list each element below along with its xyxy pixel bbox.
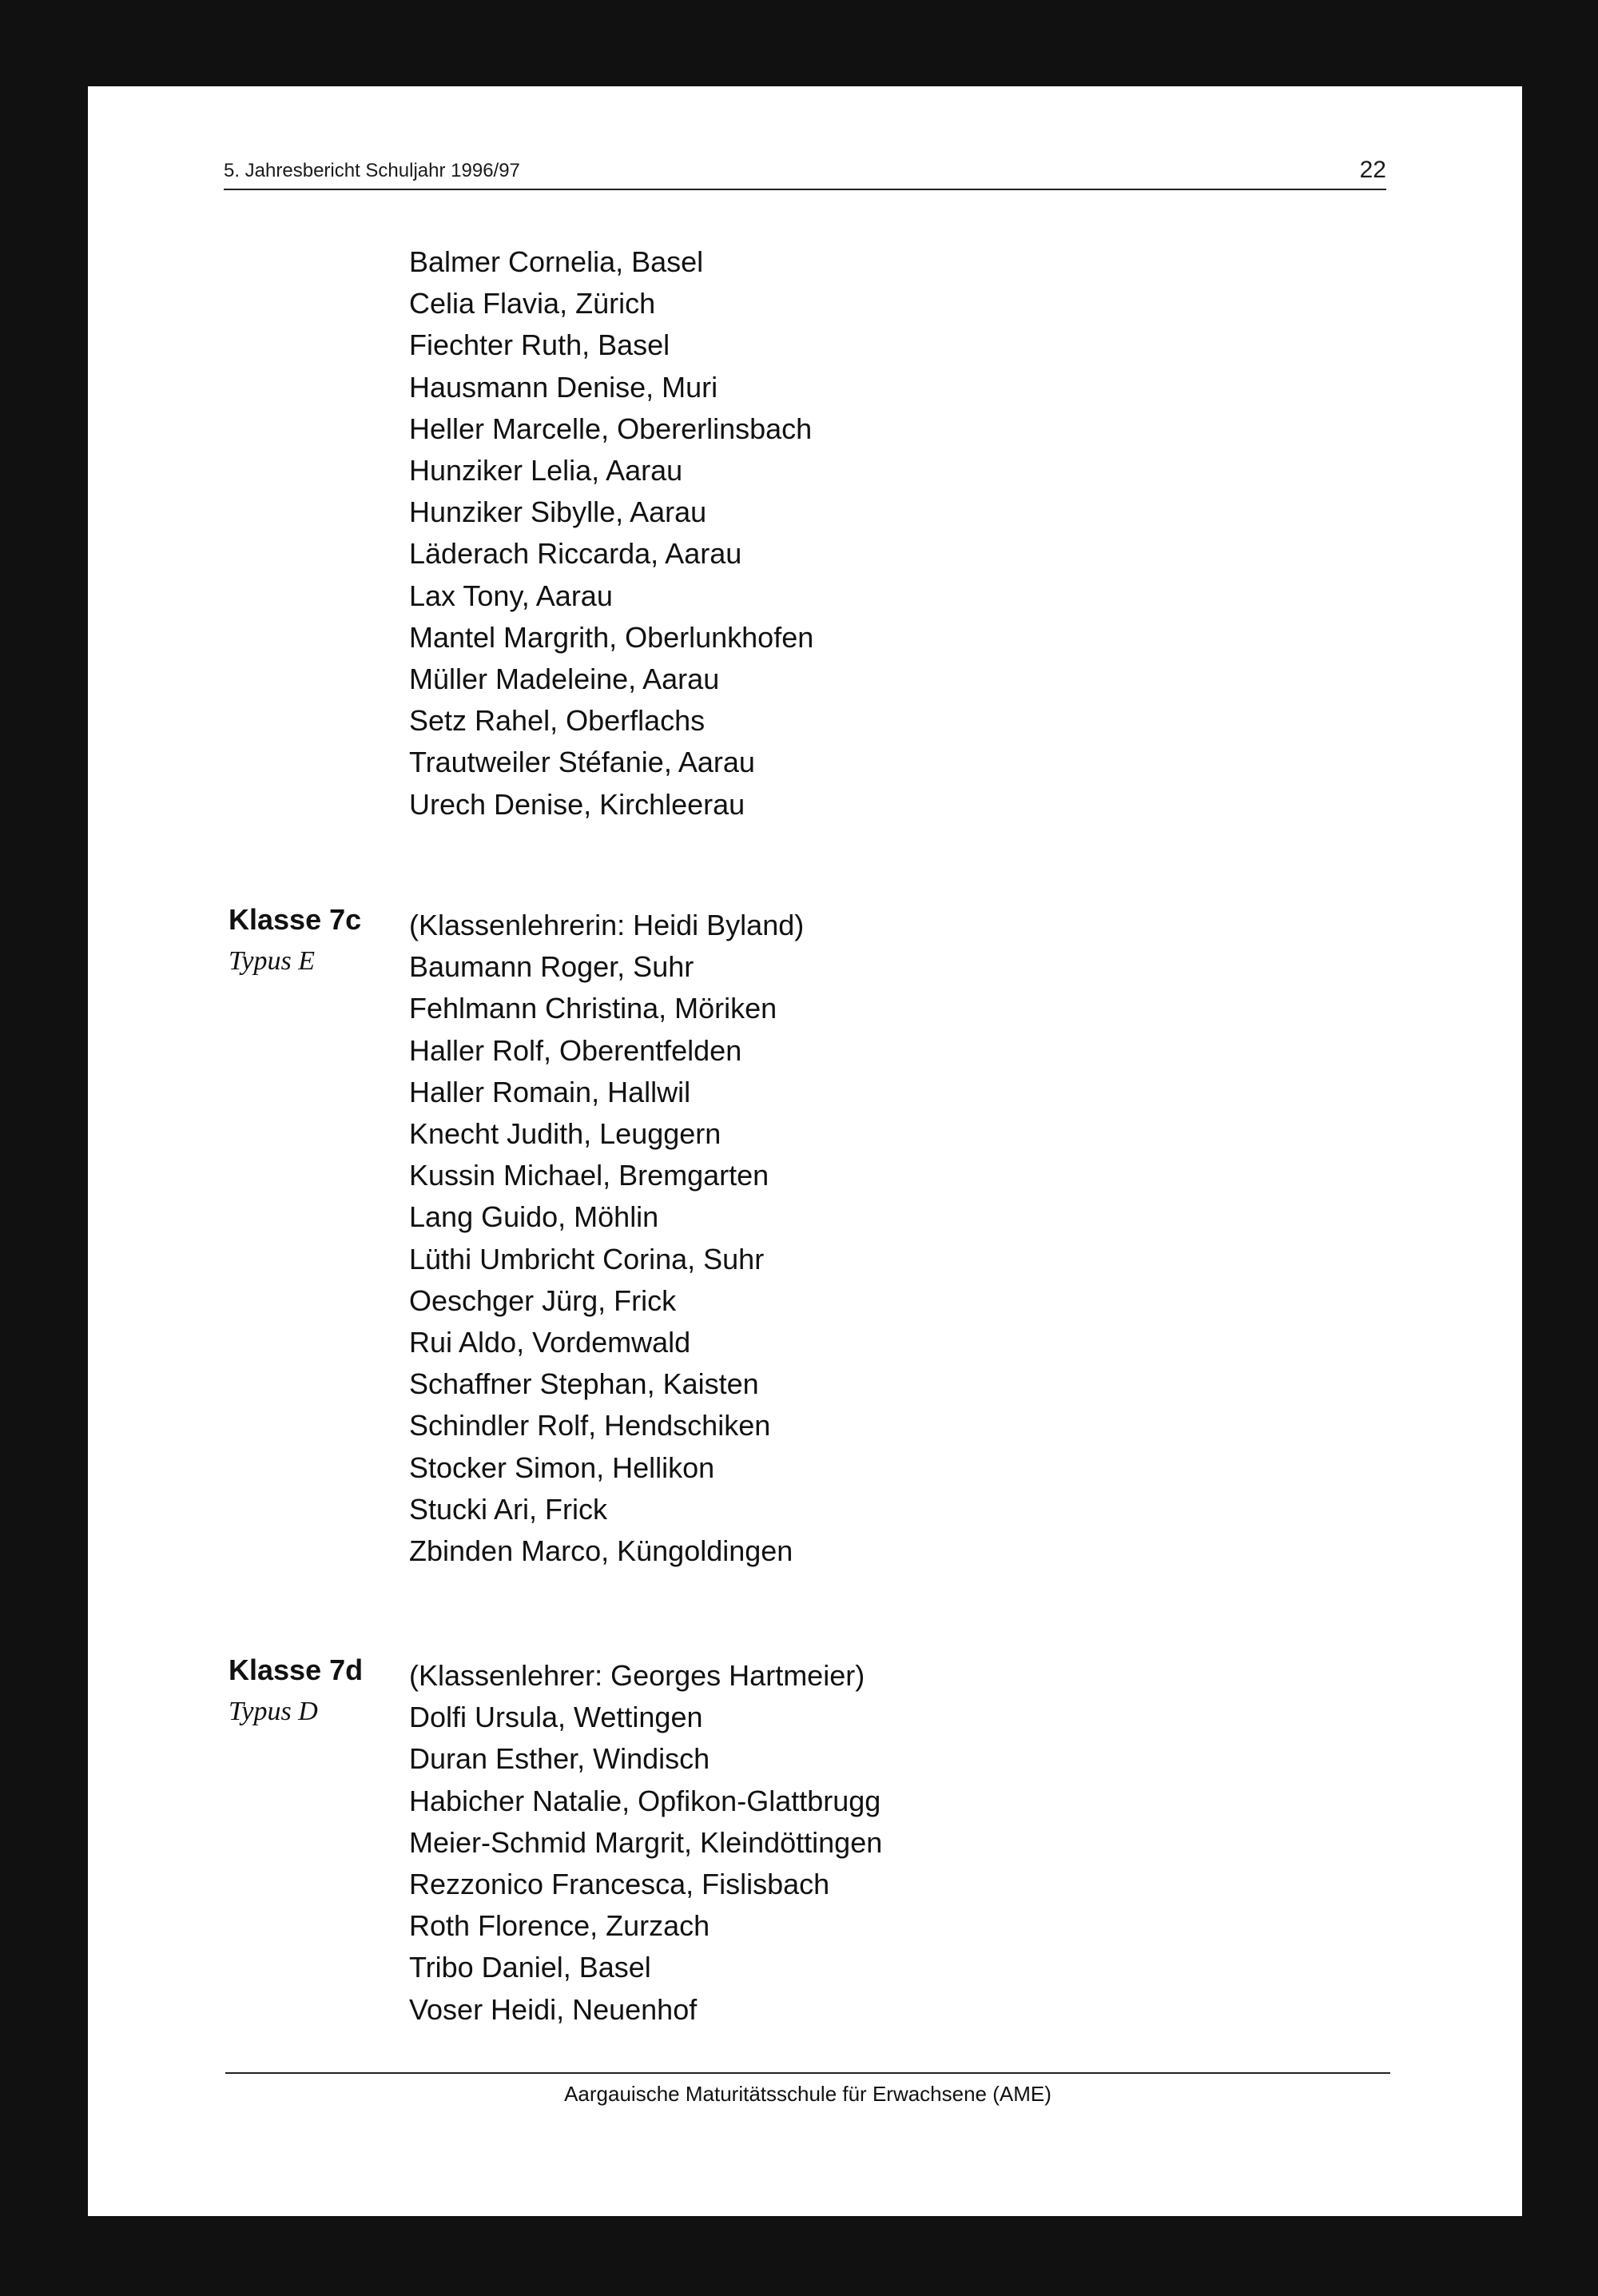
list-item: Roth Florence, Zurzach	[409, 1909, 710, 1943]
list-item: Rezzonico Francesca, Fislisbach	[409, 1868, 830, 1901]
list-item: Fehlmann Christina, Möriken	[409, 992, 777, 1025]
list-item: Baumann Roger, Suhr	[409, 950, 694, 984]
list-item: Setz Rahel, Oberflachs	[409, 704, 706, 738]
list-item: Urech Denise, Kirchleerau	[409, 787, 745, 821]
list-item: Trautweiler Stéfanie, Aarau	[409, 746, 755, 779]
list-item: Hunziker Sibylle, Aarau	[409, 495, 707, 529]
footer-text: Aargauische Maturitätsschule für Erwachsene (AME)	[564, 2082, 1051, 2106]
list-item: Läderach Riccarda, Aarau	[409, 537, 742, 571]
list-item: Haller Rolf, Oberentfelden	[409, 1033, 742, 1067]
list-item: Hausmann Denise, Muri	[409, 370, 718, 404]
list-item: Balmer Cornelia, Basel	[409, 245, 704, 278]
list-item: Schaffner Stephan, Kaisten	[409, 1367, 759, 1401]
class-7d-name-list	[409, 1655, 882, 2031]
list-item: Kussin Michael, Bremgarten	[409, 1159, 769, 1192]
list-item: Meier-Schmid Margrit, Kleindöttingen	[409, 1825, 883, 1859]
class-7c-title: Klasse 7c	[229, 903, 362, 936]
list-item: Dolfi Ursula, Wettingen	[409, 1701, 703, 1734]
list-item: Habicher Natalie, Opfikon-Glattbrugg	[409, 1784, 881, 1817]
class-7c-typus: Typus E	[229, 946, 315, 976]
list-item: Stucki Ari, Frick	[409, 1492, 608, 1526]
list-item: Rui Aldo, Vordemwald	[409, 1326, 691, 1359]
document-page	[88, 86, 1522, 2216]
class-7c-name-list	[409, 905, 804, 1572]
header-title: 5. Jahresbericht Schuljahr 1996/97	[224, 160, 520, 181]
class-7d-title: Klasse 7d	[229, 1653, 364, 1686]
continued-name-list	[409, 241, 813, 826]
list-item: Voser Heidi, Neuenhof	[409, 1992, 698, 2026]
footer-rule	[225, 2072, 1390, 2074]
list-item: Oeschger Jürg, Frick	[409, 1283, 677, 1317]
list-item: Heller Marcelle, Obererlinsbach	[409, 412, 813, 445]
list-item: Zbinden Marco, Küngoldingen	[409, 1534, 793, 1568]
list-item: (Klassenlehrerin: Heidi Byland)	[409, 909, 805, 941]
list-item: Müller Madeleine, Aarau	[409, 663, 720, 696]
list-item: Stocker Simon, Hellikon	[409, 1450, 715, 1484]
list-item: Knecht Judith, Leuggern	[409, 1117, 721, 1151]
list-item: Duran Esther, Windisch	[409, 1742, 710, 1776]
list-item: Lang Guido, Möhlin	[409, 1200, 659, 1234]
page-number: 22	[1359, 157, 1386, 183]
list-item: Mantel Margrith, Oberlunkhofen	[409, 620, 814, 654]
list-item: Haller Romain, Hallwil	[409, 1075, 691, 1108]
page-header	[224, 153, 1386, 190]
list-item: Lüthi Umbricht Corina, Suhr	[409, 1242, 765, 1275]
list-item: Tribo Daniel, Basel	[409, 1951, 651, 1984]
list-item: Celia Flavia, Zürich	[409, 287, 656, 320]
list-item: Fiechter Ruth, Basel	[409, 328, 670, 362]
list-item: (Klassenlehrer: Georges Hartmeier)	[409, 1659, 865, 1692]
list-item: Hunziker Lelia, Aarau	[409, 454, 683, 487]
list-item: Schindler Rolf, Hendschiken	[409, 1409, 771, 1442]
class-7d-typus: Typus D	[229, 1697, 318, 1726]
list-item: Lax Tony, Aarau	[409, 579, 613, 612]
